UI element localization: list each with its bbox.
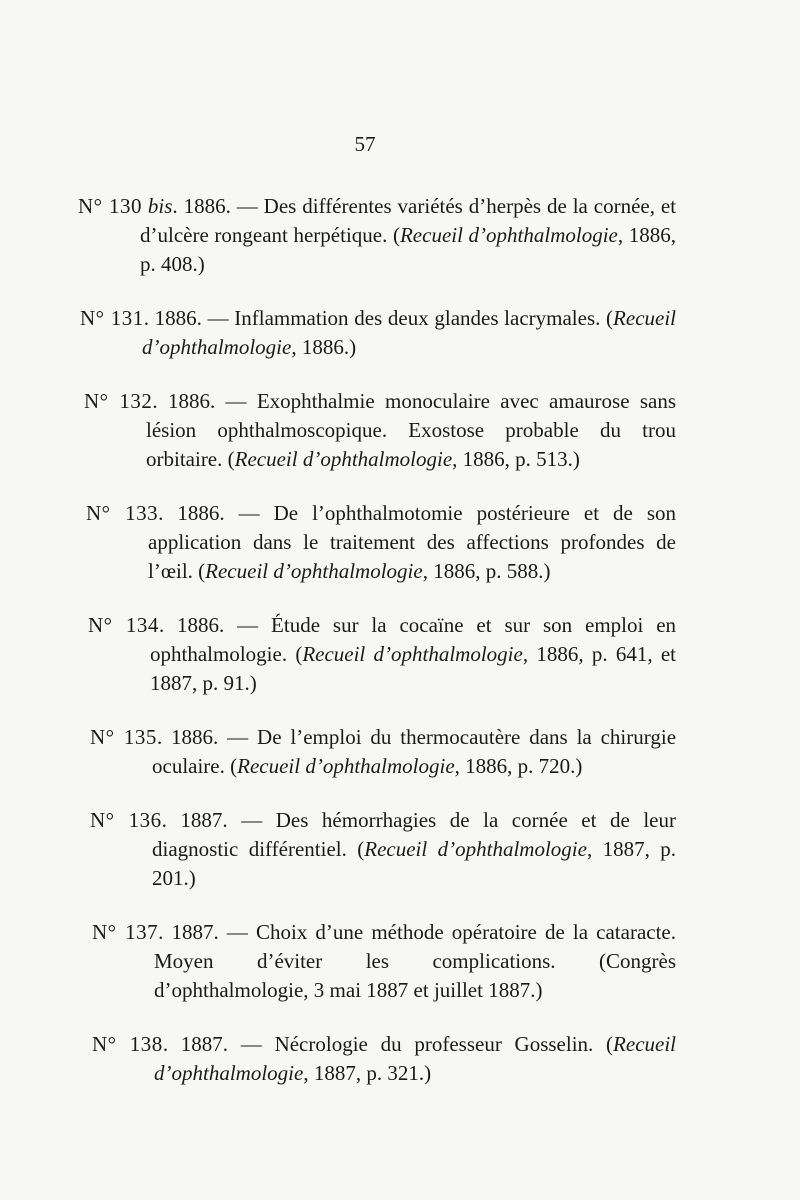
entry-journal: Recueil d’ophthalmologie	[142, 306, 677, 359]
entry-title: Exophthalmie monoculaire avec amaurose sans lésion ophthalmoscopique. Exostose probable du trou orbitaire. (	[146, 389, 676, 471]
entry-bis: bis	[147, 194, 173, 218]
entry-citation: , 1886, p. 641, et 1887, p. 91.)	[150, 642, 676, 695]
bibliography-list	[78, 192, 676, 1113]
entry-journal: Recueil d’ophthalmologie	[234, 447, 453, 471]
entry-year: . 1886.	[143, 306, 202, 330]
entry-journal: Recueil d’ophthalmologie	[154, 1032, 677, 1085]
entry-journal: Recueil d’ophthalmologie	[364, 837, 587, 861]
entry-title: Des hémorrhagies de la cornée et de leur diagnostic différentiel. (	[152, 808, 676, 861]
entry-journal: Recueil d’ophthalmologie	[237, 754, 455, 778]
entry-year: . 1887.	[162, 1032, 229, 1056]
entry-number: N° 134	[88, 613, 159, 637]
entry-year: . 1886.	[172, 194, 231, 218]
entry-journal: Recueil d’ophthalmologie	[399, 223, 618, 247]
entry-dash: —	[230, 194, 264, 218]
entry-number: N° 133	[86, 501, 159, 525]
entry-title: Étude sur la cocaïne et sur son emploi en ophthalmologie. (	[150, 613, 677, 666]
entry-number: N° 137	[92, 920, 159, 944]
entry-title: Nécrologie du professeur Gosselin. (	[274, 1032, 614, 1056]
entry-title: De l’ophthalmotomie postérieure et de son application dans le traitement des affections profondes de l’œil. (	[148, 501, 677, 583]
entry-title: De l’emploi du thermocautère dans la chirurgie oculaire. (	[152, 725, 677, 778]
entry-citation: , 1886.)	[291, 335, 357, 359]
entry-number: N° 135	[90, 725, 157, 749]
entry-number: N° 131	[80, 306, 144, 330]
bibliography-entry	[92, 1030, 676, 1088]
entry-dash: —	[224, 501, 274, 525]
entry-dash: —	[224, 613, 272, 637]
entry-citation: , 1886, p. 720.)	[454, 754, 583, 778]
bibliography-entry	[86, 499, 676, 586]
bibliography-entry	[90, 806, 676, 893]
entry-title: Des différentes variétés d’herpès de la cornée, et d’ulcère rongeant herpétique. (	[140, 194, 677, 247]
bibliography-entry	[78, 192, 676, 279]
entry-citation: , 1886, p. 513.)	[452, 447, 580, 471]
entry-dash: —	[201, 306, 235, 330]
entry-title: Inflammation des deux glandes lacrymales. (	[234, 306, 614, 330]
bibliography-entry	[92, 918, 676, 1005]
entry-number: N° 130	[78, 194, 142, 218]
entry-year: . 1886.	[158, 501, 225, 525]
bibliography-entry	[84, 387, 676, 474]
entry-dash: —	[228, 1032, 275, 1056]
page-number: 57	[354, 132, 376, 156]
entry-dash: —	[218, 920, 256, 944]
entry-year: . 1887.	[161, 808, 228, 832]
entry-number: N° 138	[92, 1032, 163, 1056]
entry-number: N° 136	[90, 808, 162, 832]
entry-citation: , 1886, p. 408.)	[140, 223, 677, 276]
entry-journal: Recueil d’ophthalmologie	[302, 642, 523, 666]
entry-year: . 1886.	[152, 389, 216, 413]
entry-year: . 1886.	[158, 613, 225, 637]
entry-number: N° 132	[84, 389, 153, 413]
entry-citation: , 1886, p. 588.)	[422, 559, 551, 583]
entry-year: . 1887.	[158, 920, 219, 944]
entry-journal: Recueil d’ophthalmologie	[205, 559, 423, 583]
entry-year: . 1886.	[156, 725, 219, 749]
bibliography-entry	[90, 723, 676, 781]
entry-dash: —	[218, 725, 258, 749]
bibliography-entry	[88, 611, 676, 698]
entry-citation: , 1887, p. 201.)	[152, 837, 677, 890]
entry-dash: —	[215, 389, 257, 413]
entry-citation: , 1887, p. 321.)	[303, 1061, 432, 1085]
entry-title: Choix d’une méthode opératoire de la cataracte. Moyen d’éviter les complications. (Congrès d’ophthalmologie, 3 mai 1887 et juillet 1887.)	[154, 920, 676, 1002]
entry-dash: —	[227, 808, 276, 832]
bibliography-entry	[80, 304, 676, 362]
